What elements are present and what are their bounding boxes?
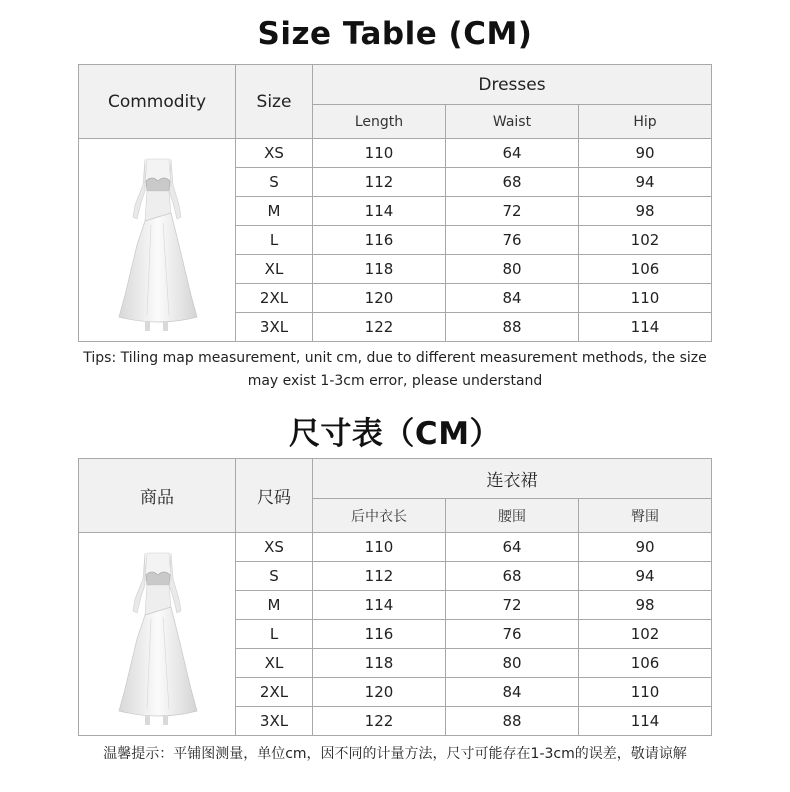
size-cell: 2XL: [236, 284, 313, 313]
length-cell: 110: [313, 139, 446, 168]
size-table-cn: [78, 458, 712, 736]
waist-header: 腰围: [446, 499, 579, 533]
hip-header: Hip: [579, 105, 712, 139]
size-header: 尺码: [236, 459, 313, 533]
table-row: [79, 139, 712, 168]
length-cell: 120: [313, 284, 446, 313]
length-cell: 114: [313, 197, 446, 226]
dress-image: [107, 145, 207, 335]
waist-cell: 88: [446, 707, 579, 736]
length-cell: 120: [313, 678, 446, 707]
hip-cell: 94: [579, 168, 712, 197]
commodity-header: Commodity: [79, 65, 236, 139]
size-cell: XL: [236, 255, 313, 284]
size-header: Size: [236, 65, 313, 139]
waist-cell: 80: [446, 255, 579, 284]
hip-cell: 98: [579, 591, 712, 620]
size-table-title-cn: 尺寸表（CM）: [288, 416, 502, 452]
waist-cell: 68: [446, 168, 579, 197]
waist-cell: 76: [446, 620, 579, 649]
tips-note-en: Tips: Tiling map measurement, unit cm, due to different measurement methods, the size may exist 1-3cm error, please understand: [83, 350, 707, 389]
hip-cell: 94: [579, 562, 712, 591]
table-row: [79, 533, 712, 562]
hip-cell: 110: [579, 284, 712, 313]
hip-cell: 90: [579, 533, 712, 562]
length-cell: 118: [313, 255, 446, 284]
size-cell: S: [236, 168, 313, 197]
hip-cell: 102: [579, 226, 712, 255]
waist-cell: 72: [446, 591, 579, 620]
size-cell: L: [236, 226, 313, 255]
dress-image: [107, 539, 207, 729]
waist-header: Waist: [446, 105, 579, 139]
waist-cell: 88: [446, 313, 579, 342]
waist-cell: 80: [446, 649, 579, 678]
hip-cell: 114: [579, 707, 712, 736]
size-cell: XL: [236, 649, 313, 678]
waist-cell: 84: [446, 284, 579, 313]
tips-note-cn: 温馨提示：平铺图测量，单位cm，因不同的计量方法，尺寸可能存在1-3cm的误差，敬请谅解: [103, 746, 687, 762]
length-cell: 112: [313, 562, 446, 591]
size-cell: 2XL: [236, 678, 313, 707]
size-cell: 3XL: [236, 707, 313, 736]
size-cell: L: [236, 620, 313, 649]
hip-cell: 90: [579, 139, 712, 168]
product-image-cell: [79, 139, 236, 342]
size-table-en: [78, 64, 712, 342]
waist-cell: 84: [446, 678, 579, 707]
waist-cell: 64: [446, 533, 579, 562]
product-image-cell: [79, 533, 236, 736]
size-cell: M: [236, 591, 313, 620]
hip-cell: 114: [579, 313, 712, 342]
length-cell: 114: [313, 591, 446, 620]
waist-cell: 64: [446, 139, 579, 168]
size-cell: XS: [236, 533, 313, 562]
table-body-en: [79, 139, 712, 342]
hip-cell: 110: [579, 678, 712, 707]
size-table-title-en: Size Table (CM): [257, 16, 533, 52]
size-cell: S: [236, 562, 313, 591]
table-body-cn: [79, 533, 712, 736]
hip-cell: 106: [579, 255, 712, 284]
length-cell: 116: [313, 620, 446, 649]
commodity-header: 商品: [79, 459, 236, 533]
waist-cell: 72: [446, 197, 579, 226]
hip-header: 臀围: [579, 499, 712, 533]
waist-cell: 68: [446, 562, 579, 591]
length-cell: 110: [313, 533, 446, 562]
dresses-header: 连衣裙: [313, 459, 712, 499]
size-cell: M: [236, 197, 313, 226]
length-cell: 122: [313, 707, 446, 736]
waist-cell: 76: [446, 226, 579, 255]
hip-cell: 98: [579, 197, 712, 226]
length-header: 后中衣长: [313, 499, 446, 533]
length-cell: 112: [313, 168, 446, 197]
length-cell: 116: [313, 226, 446, 255]
length-cell: 118: [313, 649, 446, 678]
dresses-header: Dresses: [313, 65, 712, 105]
size-cell: XS: [236, 139, 313, 168]
hip-cell: 102: [579, 620, 712, 649]
hip-cell: 106: [579, 649, 712, 678]
length-header: Length: [313, 105, 446, 139]
length-cell: 122: [313, 313, 446, 342]
size-cell: 3XL: [236, 313, 313, 342]
